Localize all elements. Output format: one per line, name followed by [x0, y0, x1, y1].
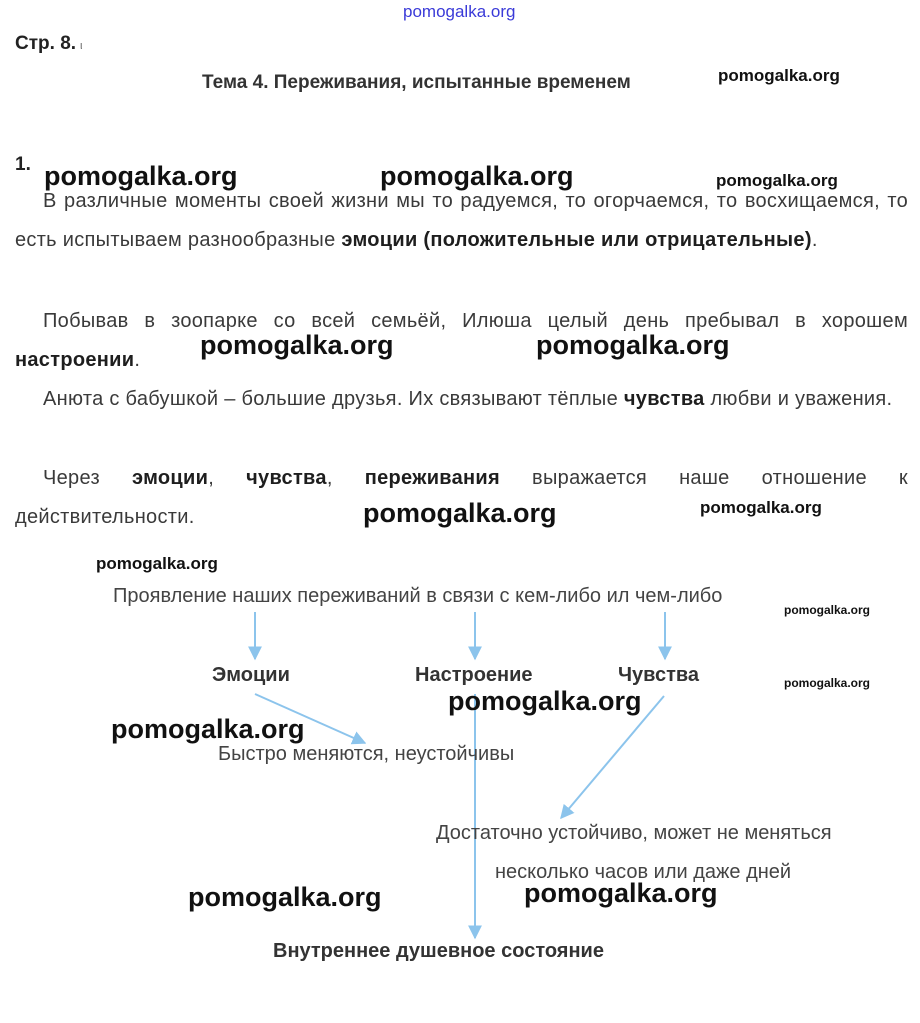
- paragraph-text: Через: [43, 467, 132, 489]
- term-emotions: эмоции (положительные или отрицательные): [341, 229, 812, 251]
- paragraph-text: .: [134, 349, 141, 371]
- watermark: pomogalka.org: [363, 498, 557, 528]
- diagram-feelings: Чувства: [618, 664, 700, 686]
- paragraph-text: любви и уважения.: [704, 388, 893, 410]
- paragraph-text: .: [811, 229, 818, 251]
- diagram-top-label: Проявление наших переживаний в связи с кем-либо ил чем-либо: [113, 585, 723, 607]
- watermark: pomogalka.org: [188, 882, 382, 912]
- term-feelings: чувства: [246, 467, 327, 489]
- watermark: pomogalka.org: [111, 714, 305, 744]
- watermark: pomogalka.org: [700, 498, 822, 517]
- diagram-feelings-desc-line2: несколько часов или даже дней: [495, 861, 792, 883]
- paragraph-text: Побывав в зоопарке со всей семьёй, Илюша целый день пребывал в хорошем: [43, 310, 908, 332]
- term-mood: настроении: [15, 349, 135, 371]
- watermark: pomogalka.org: [96, 554, 218, 573]
- term-experiences: переживания: [364, 467, 500, 489]
- paragraph-text: В различные моменты своей жизни мы то радуемся, то огорчаемся, то восхищаемся, то есть испытываем разнообразные: [15, 190, 908, 251]
- diagram-bottom-label: Внутреннее душевное состояние: [273, 940, 604, 962]
- watermark: pomogalka.org: [524, 878, 718, 908]
- watermark: pomogalka.org: [784, 603, 871, 617]
- watermark: pomogalka.org: [716, 171, 838, 190]
- topic-title: Тема 4. Переживания, испытанные временем: [202, 72, 631, 93]
- watermark: pomogalka.org: [536, 330, 730, 360]
- diagram-emotions-desc: Быстро меняются, неустойчивы: [218, 743, 515, 765]
- page-label-text: Стр. 8.: [15, 33, 77, 54]
- watermark: pomogalka.org: [784, 676, 871, 690]
- watermark: pomogalka.org: [448, 686, 642, 716]
- diagram-emotions: Эмоции: [212, 664, 290, 686]
- paragraph-text: ,: [326, 467, 365, 489]
- term-emotions: эмоции: [131, 467, 209, 489]
- page-label: Стр. 8. ι: [15, 33, 83, 54]
- task-number: 1.: [15, 154, 31, 175]
- paragraph-text: Анюта с бабушкой – большие друзья. Их связывают тёплые: [43, 388, 624, 410]
- watermark: pomogalka.org: [380, 161, 574, 191]
- watermark: pomogalka.org: [44, 161, 238, 191]
- watermark: pomogalka.org: [200, 330, 394, 360]
- paragraph-text: выражается наше отношение к действительности.: [15, 467, 908, 528]
- term-feelings: чувства: [623, 388, 705, 410]
- diagram-mood: Настроение: [415, 664, 533, 686]
- paragraph-text: ,: [208, 467, 247, 489]
- diagram-feelings-desc-line1: Достаточно устойчиво, может не меняться: [436, 822, 832, 844]
- watermark: pomogalka.org: [718, 66, 840, 85]
- watermark-top: pomogalka.org: [403, 2, 516, 21]
